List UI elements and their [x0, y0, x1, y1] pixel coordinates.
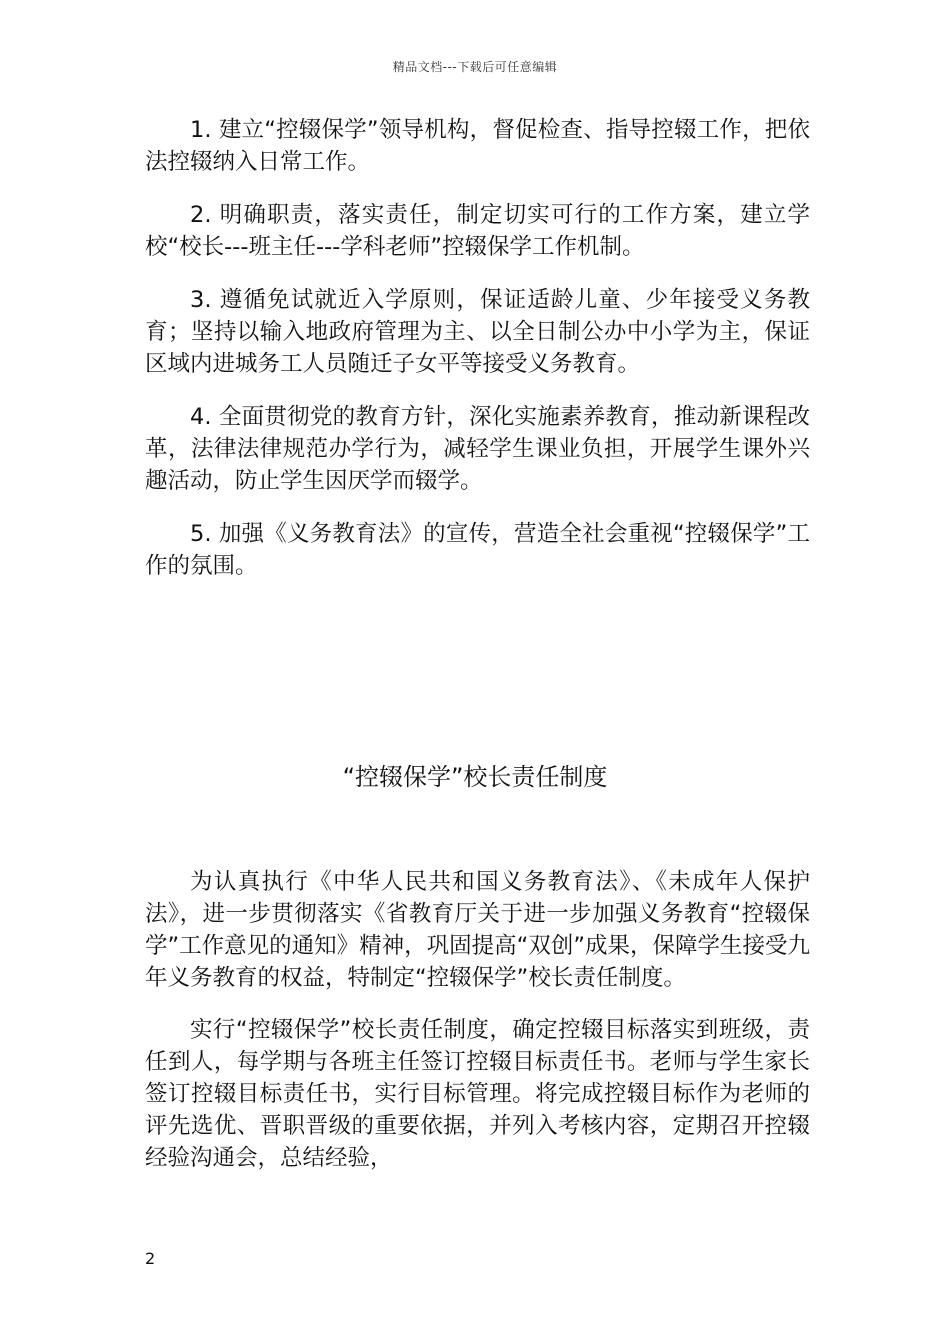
numbered-list: [145, 114, 810, 603]
list-item-4: 4. 全面贯彻党的教育方针，深化实施素养教育，推动新课程改革，法律法律规范办学行为，减轻学生课业负担，开展学生课外兴趣活动，防止学生因厌学而辍学。: [145, 404, 810, 494]
list-item-3: 3. 遵循免试就近入学原则，保证适龄儿童、少年接受义务教育；坚持以输入地政府管理为主、以全日制公办中小学为主，保证区域内进城务工人员随迁子女平等接受义务教育。: [145, 287, 810, 377]
body-section: [145, 866, 810, 1194]
list-item-2: 2. 明确职责，落实责任，制定切实可行的工作方案，建立学校“校长---班主任---学科老师”控辍保学工作机制。: [145, 202, 810, 260]
body-paragraph-2: 实行“控辍保学”校长责任制度，确定控辍目标落实到班级，责任到人，每学期与各班主任签订控辍目标责任书。老师与学生家长签订控辍目标责任书，实行目标管理。将完成控辍目标作为老师的评先选优、晋职晋级的重要依据，并列入考核内容，定期召开控辍经验沟通会，总结经验，: [145, 1017, 810, 1171]
document-title: “控辍保学”校长责任制度: [342, 763, 608, 791]
list-item-1: 1. 建立“控辍保学”领导机构，督促检查、指导控辍工作，把依法控辍纳入日常工作。: [145, 117, 810, 175]
body-paragraph-1: 为认真执行《中华人民共和国义务教育法》、《未成年人保护法》，进一步贯彻落实《省教育厅关于进一步加强义务教育“控辍保学”工作意见的通知》精神，巩固提高“双创”成果，保障学生接受九年义务教育的权益，特制定“控辍保学”校长责任制度。: [145, 869, 810, 991]
page-number: 2: [145, 1249, 156, 1268]
list-item-5: 5. 加强《义务教育法》的宣传，营造全社会重视“控辍保学”工作的氛围。: [145, 521, 810, 579]
page-header: 精品文档---下载后可任意编辑: [392, 60, 558, 74]
